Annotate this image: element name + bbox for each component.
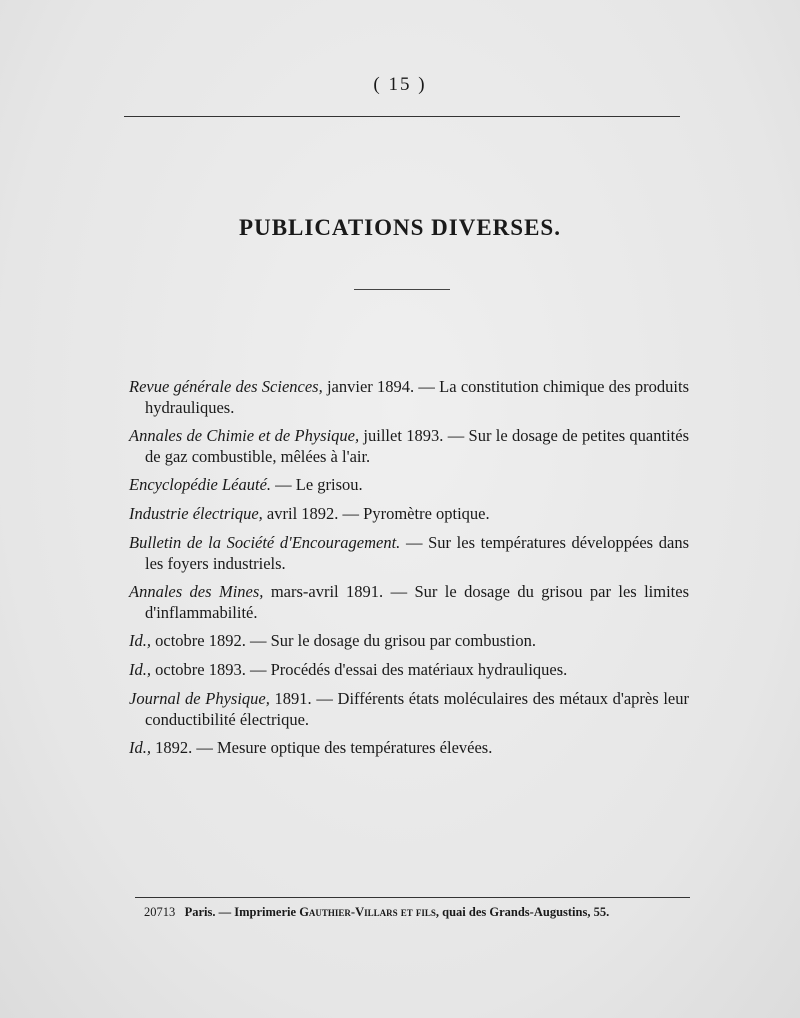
publication-entry [129,737,689,758]
publication-entry [129,503,689,524]
publication-text: janvier 1894. — La constitution chimique des produits hydrauliques. [145,377,689,417]
publication-entry [129,376,689,418]
publication-text: octobre 1893. — Procédés d'essai des matériaux hydrauliques. [151,660,568,679]
publication-list [129,376,689,766]
publication-source: Bulletin de la Société d'Encouragement. [129,533,401,552]
publication-text: mars-avril 1891. — Sur le dosage du grisou par les limites d'inflammabilité. [145,582,690,622]
publication-entry [129,474,689,495]
publication-source: Annales de Chimie et de Physique, [129,426,360,445]
header-rule [124,116,680,117]
imprint-number: 20713 [144,905,176,919]
publication-text: avril 1892. — Pyromètre optique. [262,504,490,523]
publication-text: — Le grisou. [271,475,363,494]
publication-source: Journal de Physique, [129,689,270,708]
publication-source: Id., [129,660,151,679]
publication-source: Revue générale des Sciences, [129,377,323,396]
imprint-printer: Gauthier-Villars et fils, [299,905,440,919]
publication-entry [129,581,689,623]
publication-source: Id., [129,738,151,757]
imprint-address: quai des Grands-Augustins, 55. [442,905,610,919]
publication-entry [129,688,689,730]
publication-source: Annales des Mines, [129,582,264,601]
title-divider [354,289,450,290]
publication-text: 1891. — Différents états moléculaires des métaux d'après leur conductibilité électrique. [145,689,689,729]
publication-text: octobre 1892. — Sur le dosage du grisou par combustion. [151,631,536,650]
publication-entry [129,532,689,574]
publication-source: Industrie électrique, [129,504,263,523]
publication-entry [129,659,689,680]
publication-text: — Sur les températures développées dans les foyers industriels. [145,533,689,573]
page-number: ( 15 ) [373,74,427,95]
imprint-place: Paris. — Imprimerie [184,905,297,919]
printer-imprint [144,905,704,920]
publication-text: 1892. — Mesure optique des températures élevées. [151,738,493,757]
footer-rule [135,897,690,898]
publication-entry [129,630,689,651]
page-title: PUBLICATIONS DIVERSES. [239,215,561,240]
publication-text: juillet 1893. — Sur le dosage de petites quantités de gaz combustible, mêlées à l'air. [145,426,690,466]
publication-source: Id., [129,631,151,650]
publication-source: Encyclopédie Léauté. [129,475,272,494]
publication-entry [129,425,689,467]
